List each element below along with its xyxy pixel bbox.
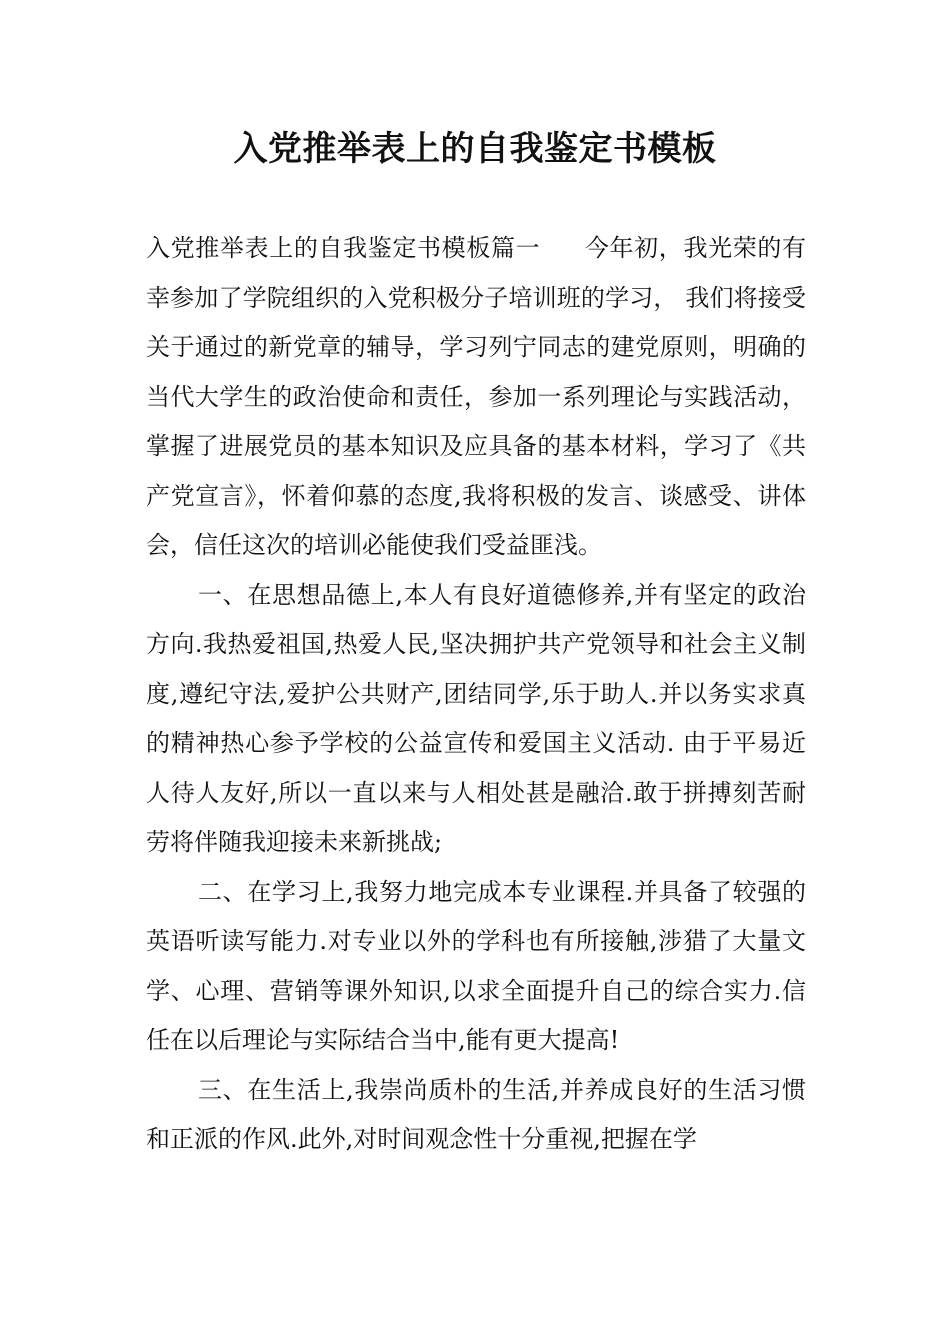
paragraph-ideology: 一、在思想品德上,本人有良好道德修养,并有坚定的政治方向.我热爱祖国,热爱人民,坚决拥护共产党领导和社会主义制度,遵纪守法,爱护公共财产,团结同学,乐于助人.并以务实求真的精神热心参予学校的公益宣传和爱国主义活动. 由于平易近人待人友好,所以一直以来与人相处甚是融洽.敢于拼搏刻苦耐劳将伴随我迎接未来新挑战;: [146, 580, 806, 856]
document-title: 入党推举表上的自我鉴定书模板: [233, 129, 717, 169]
document-body: [146, 224, 806, 1165]
intro-text: 今年初，我光荣的有幸参加了学院组织的入党积极分子培训班的学习， 我们将接受关于通过的新党章的辅导，学习列宁同志的建党原则，明确的当代大学生的政治使命和责任，参加一系列理论与实践活动，掌握了进展党员的基本知识及应具备的基本材料，学习了《共产党宣言》，怀着仰慕的态度,我将积极的发言、谈感受、讲体会，信任这次的培训必能使我们受益匪浅。: [146, 234, 807, 559]
paragraph-study: 二、在学习上,我努力地完成本专业课程.并具备了较强的英语听读写能力.对专业以外的学科也有所接触,涉猎了大量文学、心理、营销等课外知识,以求全面提升自己的综合实力.信任在以后理论与实际结合当中,能有更大提高!: [146, 877, 806, 1054]
paragraph-life: 三、在生活上,我崇尚质朴的生活,并养成良好的生活习惯和正派的作风.此外,对时间观念性十分重视,把握在学: [146, 1075, 806, 1153]
intro-paragraph: [146, 224, 806, 571]
intro-heading: 入党推举表上的自我鉴定书模板篇一: [146, 234, 541, 262]
